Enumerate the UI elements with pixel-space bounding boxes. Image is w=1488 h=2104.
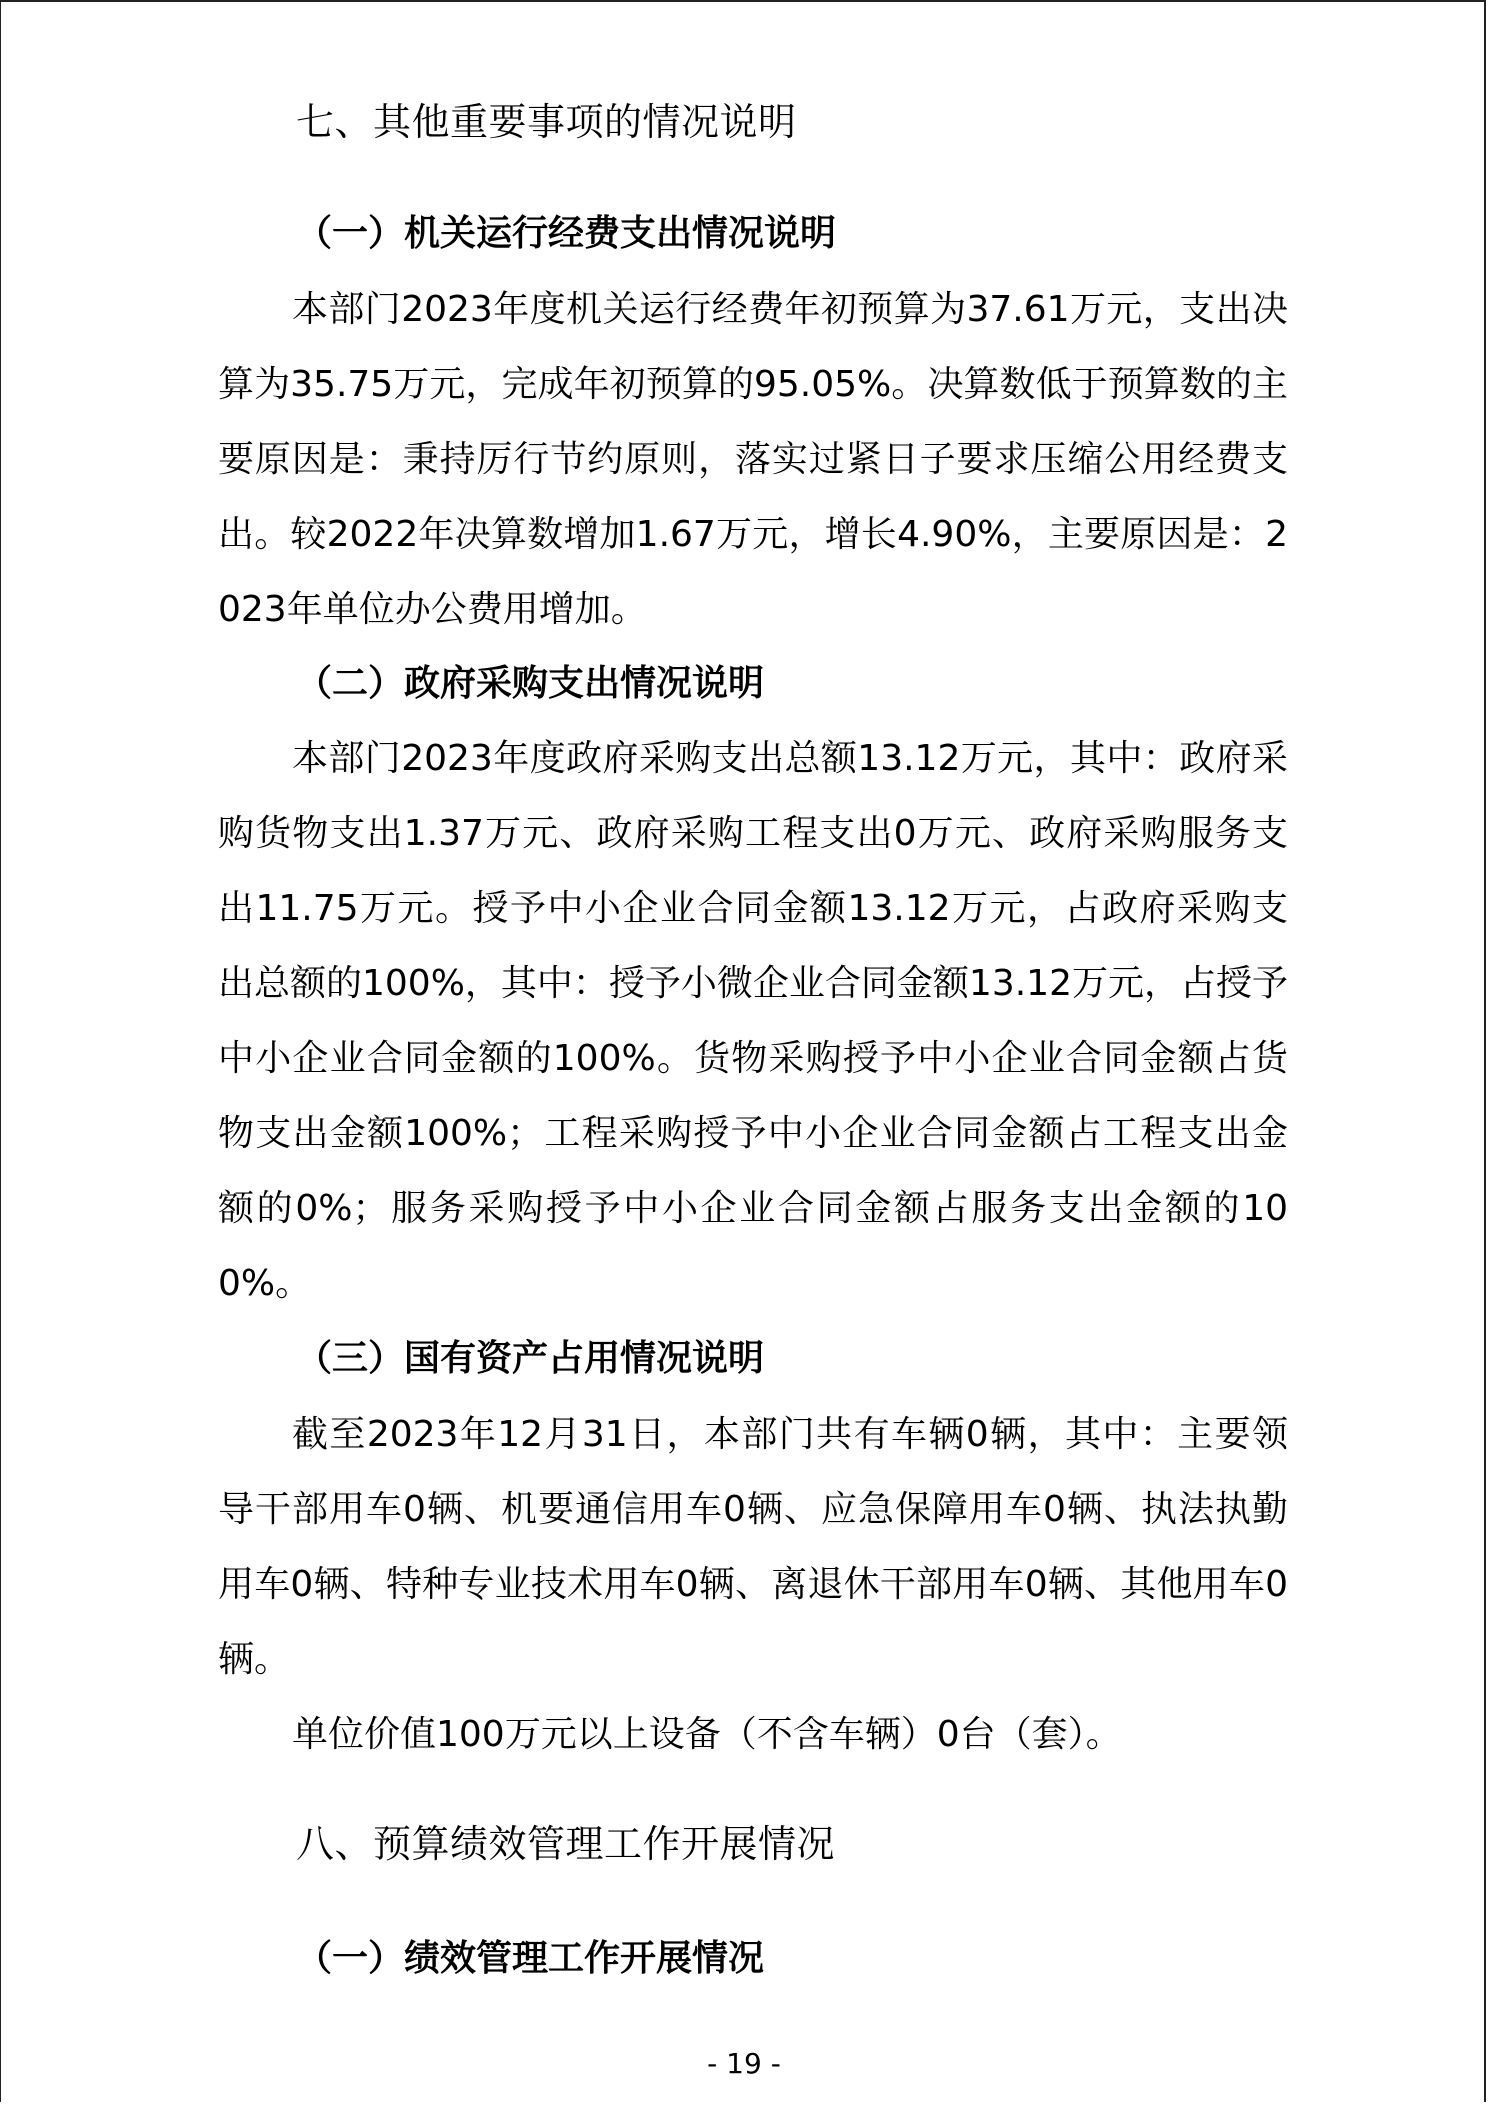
section-7-sub-3-title: （三）国有资产占用情况说明 bbox=[296, 1338, 765, 1379]
section-8-title: 八、预算绩效管理工作开展情况 bbox=[296, 1822, 836, 1866]
section-7-sub-2-paragraph: 本部门2023年度政府采购支出总额13.12万元，其中：政府采购货物支出1.37万元、政府采购工程支出0万元、政府采购服务支出11.75万元。授予中小企业合同金额13.12万元，占政府采购支出总额的100%，其中：授予小微企业合同金额13.12万元，占授予中小企业合同金额的100%。货物采购授予中小企业合同金额占货物支出金额100%；工程采购授予中小企业合同金额占工程支出金额的0%；服务采购授予中小企业合同金额占服务支出金额的100%。 bbox=[218, 738, 1288, 1304]
page-number: - 19 - bbox=[707, 2047, 781, 2080]
section-7-title: 七、其他重要事项的情况说明 bbox=[296, 100, 797, 144]
section-7-sub-1-paragraph: 本部门2023年度机关运行经费年初预算为37.61万元，支出决算为35.75万元，完成年初预算的95.05%。决算数低于预算数的主要原因是：秉持厉行节约原则，落实过紧日子要求压缩公用经费支出。较2022年决算数增加1.67万元，增长4.90%，主要原因是：2023年单位办公费用增加。 bbox=[218, 289, 1288, 630]
section-7-sub-1-title: （一）机关运行经费支出情况说明 bbox=[296, 213, 837, 254]
section-8-sub-1-title: （一）绩效管理工作开展情况 bbox=[296, 1938, 765, 1979]
section-7-sub-3-paragraph-equipment: 单位价值100万元以上设备（不含车辆）0台（套）。 bbox=[292, 1714, 1122, 1755]
section-7-sub-2-title: （二）政府采购支出情况说明 bbox=[296, 663, 765, 704]
section-7-sub-3-paragraph-vehicles: 截至2023年12月31日，本部门共有车辆0辆，其中：主要领导干部用车0辆、机要通信用车0辆、应急保障用车0辆、执法执勤用车0辆、特种专业技术用车0辆、离退休干部用车0辆、其他用车0辆。 bbox=[218, 1414, 1288, 1680]
